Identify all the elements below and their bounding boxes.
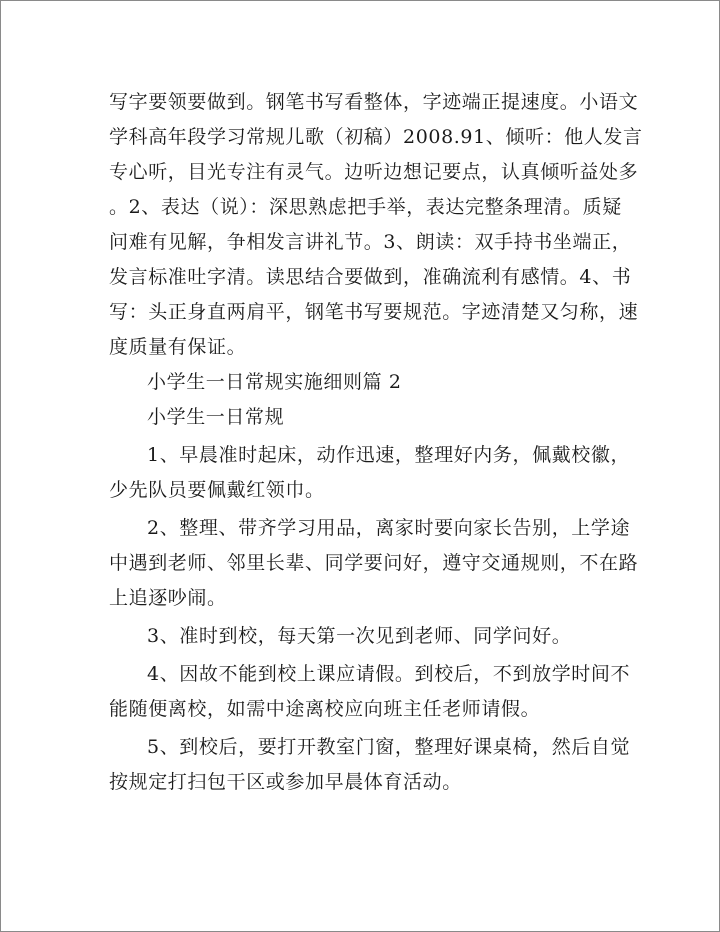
text-line: 度质量有保证。 xyxy=(109,336,247,358)
text-line: 问难有见解，争相发言讲礼节。3、朗读：双手持书坐端正， xyxy=(109,231,632,253)
rule-item-2: 2、整理、带齐学习用品，离家时要向家长告别，上学途 xyxy=(147,517,631,539)
text-line: 发言标准吐字清。读思结合要做到，准确流利有感情。4、书 xyxy=(109,266,632,288)
text-line: 写：头正身直两肩平，钢笔书写要规范。字迹清楚又匀称，速 xyxy=(109,301,639,323)
text-line: 学科高年段学习常规儿歌（初稿）2008.91、倾听：他人发言 xyxy=(109,126,643,148)
text-line: 中遇到老师、邻里长辈、同学要问好，遵守交通规则，不在路 xyxy=(109,552,639,574)
rule-item-5: 5、到校后，要打开教室门窗，整理好课桌椅，然后自觉 xyxy=(147,736,631,758)
rule-item-4: 4、因故不能到校上课应请假。到校后，不到放学时间不 xyxy=(147,663,631,685)
text-line: 。2、表达（说）：深思熟虑把手举，表达完整条理清。质疑 xyxy=(109,196,622,218)
text-line: 上追逐吵闹。 xyxy=(109,587,227,609)
text-line: 少先队员要佩戴红领巾。 xyxy=(109,479,325,501)
text-line: 专心听，目光专注有灵气。边听边想记要点，认真倾听益处多 xyxy=(109,161,639,183)
text-line: 写字要领要做到。钢笔书写看整体，字迹端正提速度。小语文 xyxy=(109,91,639,113)
section-title: 小学生一日常规实施细则篇 2 xyxy=(147,371,402,393)
rule-item-3: 3、准时到校，每天第一次见到老师、同学问好。 xyxy=(147,625,572,647)
rule-item-1: 1、早晨准时起床，动作迅速，整理好内务，佩戴校徽， xyxy=(147,444,631,466)
text-line: 按规定打扫包干区或参加早晨体育活动。 xyxy=(109,771,462,793)
text-line: 能随便离校，如需中途离校应向班主任老师请假。 xyxy=(109,698,541,720)
section-subtitle: 小学生一日常规 xyxy=(147,406,285,428)
